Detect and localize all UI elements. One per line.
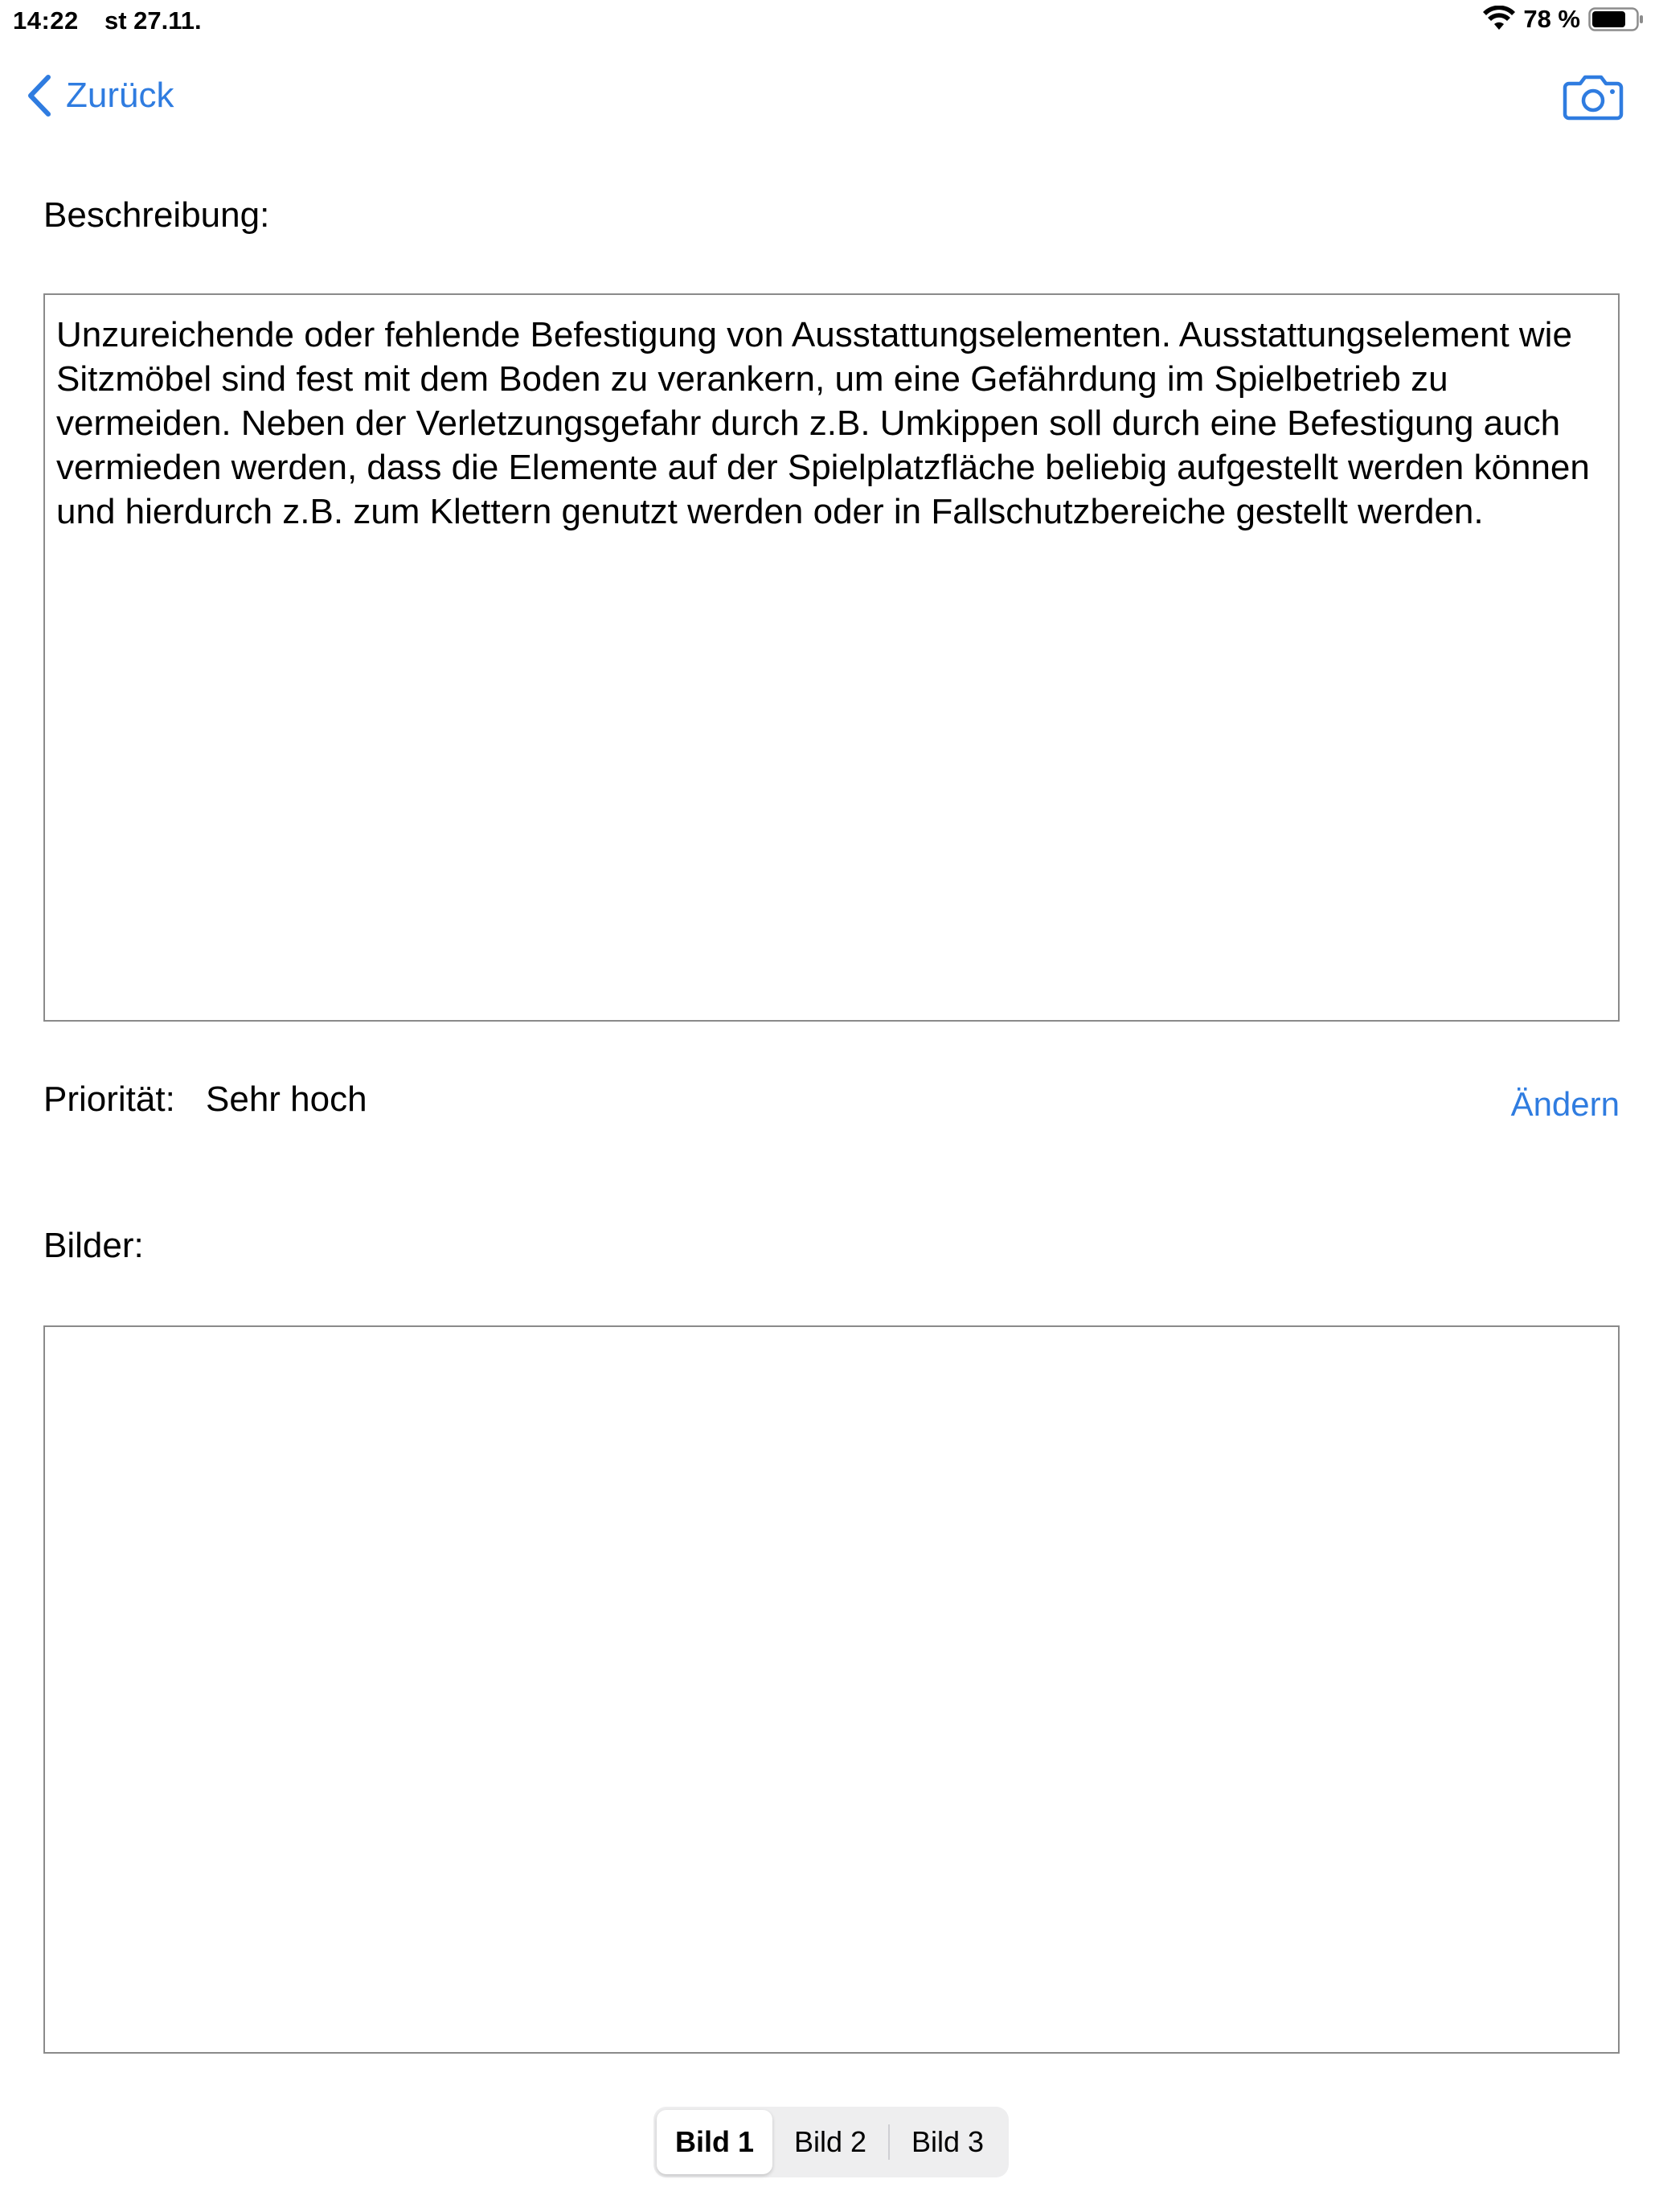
status-bar xyxy=(0,0,1659,45)
change-priority-button[interactable]: Ändern xyxy=(1510,1085,1620,1123)
chevron-left-icon xyxy=(24,72,55,119)
image-preview-area xyxy=(43,1325,1620,2054)
description-textarea[interactable] xyxy=(43,293,1620,1022)
priority-label: Priorität: xyxy=(43,1079,175,1119)
status-indicators xyxy=(1483,5,1645,34)
navigation-bar xyxy=(0,64,1659,129)
battery-icon xyxy=(1588,6,1645,33)
status-date: st 27.11. xyxy=(104,6,202,35)
image-segmented-control xyxy=(653,2107,1009,2177)
camera-button[interactable] xyxy=(1563,71,1624,122)
status-time: 14:22 xyxy=(13,6,79,35)
segment-bild-1[interactable]: Bild 1 xyxy=(657,2110,772,2174)
back-button[interactable] xyxy=(24,72,174,119)
back-label: Zurück xyxy=(66,76,174,115)
segment-bild-2[interactable]: Bild 2 xyxy=(793,2125,867,2158)
priority-value: Sehr hoch xyxy=(206,1079,367,1119)
wifi-icon xyxy=(1483,6,1515,33)
description-text: Unzureichende oder fehlende Befestigung von Ausstattungselementen. Ausstattungselement wie Sitzmöbel sind fest mit dem Boden zu verankern, um eine Gefährdung im Spielbetrieb zu vermeiden. Neben der Verletzungsgefahr durch z.B. Umkippen soll durch eine Befestigung auch vermieden werden, dass die Elemente auf der Spielplatzfläche beliebig aufgestellt werden können und hierdurch z.B. zum Klettern genutzt werden oder in Fallschutzbereiche gestellt werden. xyxy=(56,315,1590,531)
description-label: Beschreibung: xyxy=(43,195,270,235)
battery-percent: 78 % xyxy=(1523,5,1580,33)
camera-icon xyxy=(1563,71,1624,122)
segment-bild-3[interactable]: Bild 3 xyxy=(911,2125,985,2158)
images-label: Bilder: xyxy=(43,1226,144,1265)
